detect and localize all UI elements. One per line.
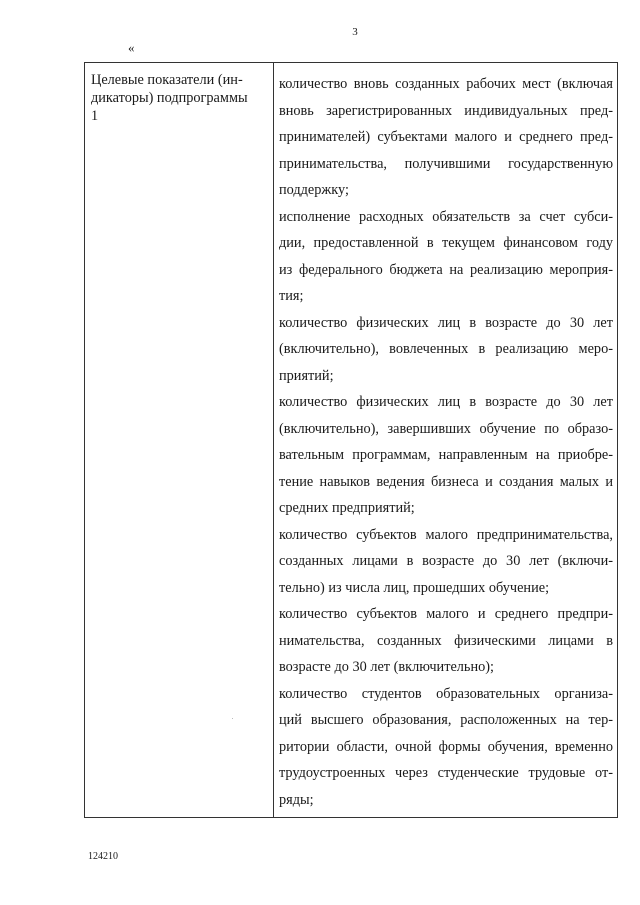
text-line: вательным программам, направленным на приобре-: [279, 447, 613, 463]
left-cell-line: 1: [91, 108, 99, 124]
text-line: количество физических лиц в возрасте до 30 лет: [279, 314, 613, 331]
text-line: (включительно), вовлеченных в реализацию меро-: [279, 341, 613, 357]
text-line: поддержку;: [279, 182, 349, 198]
left-cell-indicators-label: [85, 63, 274, 818]
indicator-paragraph-7: [279, 681, 613, 814]
text-line: ряды;: [279, 791, 314, 808]
text-line: трудоустроенных через студенческие трудовые от-: [279, 765, 613, 781]
text-line: исполнение расходных обязательств за счет субси-: [279, 208, 613, 225]
text-line: нимательства, созданных физическими лицами в: [279, 632, 613, 649]
text-line: созданных лицами в возрасте до 30 лет (включи-: [279, 553, 613, 569]
indicator-paragraph-5: [279, 522, 613, 602]
text-line: приятий;: [279, 367, 334, 384]
document-code: 124210: [88, 851, 118, 862]
indicator-paragraph-2: [279, 204, 613, 310]
indicator-paragraph-4: [279, 389, 613, 522]
left-cell-line: Целевые показатели (ин-: [91, 72, 243, 88]
text-line: вновь зарегистрированных индивидуальных пред-: [279, 102, 613, 119]
indicators-table: [84, 62, 618, 818]
text-line: тия;: [279, 288, 304, 304]
text-line: возрасте до 30 лет (включительно);: [279, 659, 494, 675]
text-line: количество субъектов малого и среднего предпри-: [279, 606, 613, 622]
text-line: ритории области, очной формы обучения, временно: [279, 738, 613, 755]
text-line: ций высшего образования, расположенных на тер-: [279, 712, 613, 728]
text-line: из федерального бюджета на реализацию мероприя-: [279, 261, 613, 278]
text-line: средних предприятий;: [279, 500, 415, 516]
text-line: принимателей) субъектами малого и среднего пред-: [279, 129, 613, 145]
indicator-paragraph-6: [279, 601, 613, 681]
page-number: 3: [352, 26, 358, 38]
opening-quote-mark: «: [128, 40, 135, 55]
text-line: дии, предоставленной в текущем финансовом году: [279, 235, 613, 251]
text-line: количество вновь созданных рабочих мест (включая: [279, 76, 613, 92]
text-line: количество физических лиц в возрасте до 30 лет: [279, 394, 613, 410]
table-row: [85, 63, 618, 818]
text-line: количество студентов образовательных организа-: [279, 685, 613, 702]
text-line: тение навыков ведения бизнеса и создания малых и: [279, 473, 613, 490]
left-cell-line: дикаторы) подпрограммы: [91, 90, 248, 106]
indicator-paragraph-1: [279, 71, 613, 204]
text-line: тельно) из числа лиц, прошедших обучение;: [279, 579, 550, 596]
right-cell-indicators-list: [274, 63, 618, 818]
scan-speck: [232, 718, 233, 719]
text-line: принимательства, получившими государственную: [279, 155, 613, 172]
text-line: количество субъектов малого предпринимательства,: [279, 526, 613, 543]
indicator-paragraph-3: [279, 310, 613, 390]
text-line: (включительно), завершивших обучение по образо-: [279, 420, 613, 437]
